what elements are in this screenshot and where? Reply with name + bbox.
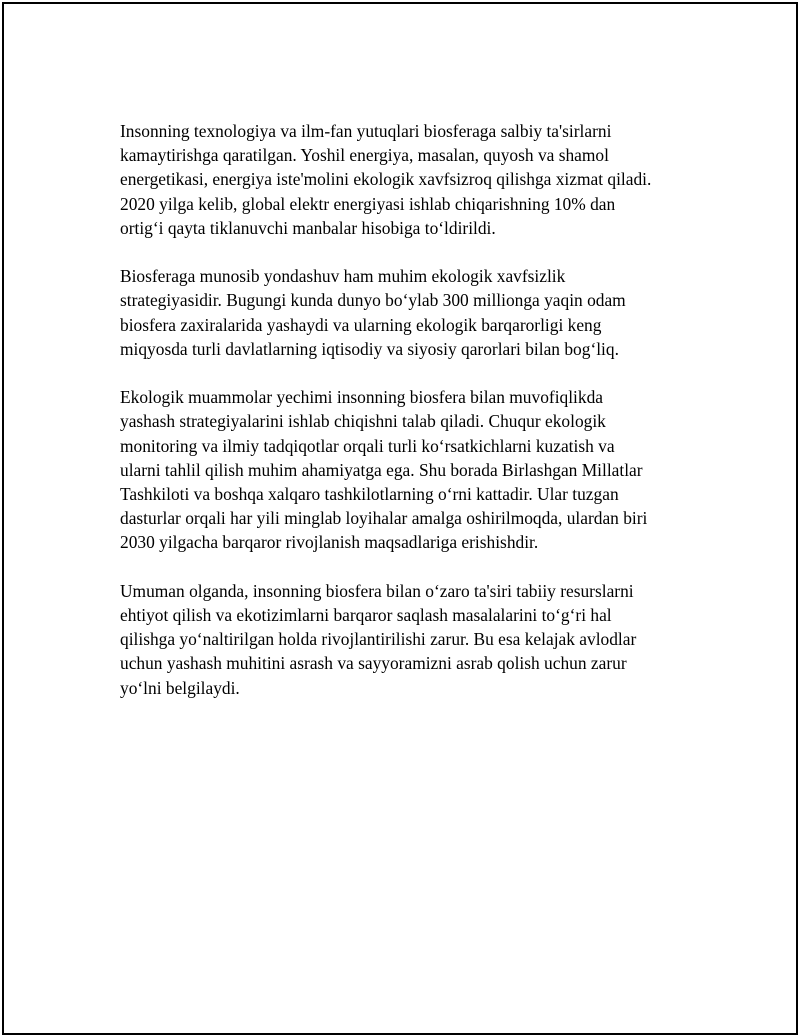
paragraph-1: Insonning texnologiya va ilm-fan yutuqlari biosferaga salbiy ta'sirlarni kamaytirishga qaratilgan. Yoshil energiya, masalan, quyosh va shamol energetikasi, energiya iste'molini ekologik xavfsizroq qilishga xizmat qiladi. 2020 yilga kelib, global elektr energiyasi ishlab chiqarishning 10% dan ortig‘i qayta tiklanuvchi manbalar hisobiga to‘ldirildi. <box>120 121 652 238</box>
paragraph-4: Umuman olganda, insonning biosfera bilan o‘zaro ta'siri tabiiy resurslarni ehtiyot qilish va ekotizimlarni barqaror saqlash masalalarini to‘g‘ri hal qilishga yo‘naltirilgan holda rivojlantirilishi zarur. Bu esa kelajak avlodlar uchun yashash muhitini asrash va sayyoramizni asrab qolish uchun zarur yo‘lni belgilaydi. <box>120 580 637 698</box>
paragraph-3: Ekologik muammolar yechimi insonning biosfera bilan muvofiqlikda yashash strategiyalarini ishlab chiqishni talab qiladi. Chuqur ekologik monitoring va ilmiy tadqiqotlar orqali turli ko‘rsatkichlarni kuzatish va ularni tahlil qilish muhim ahamiyatga ega. Shu borada Birlashgan Millatlar Tashkiloti va boshqa xalqaro tashkilotlarning o‘rni kattadir. Ular tuzgan dasturlar orqali har yili minglab loyihalar amalga oshirilmoqda, ulardan biri 2030 yilgacha barqaror rivojlanish maqsadlariga erishishdir. <box>120 387 648 553</box>
paragraph-2: Biosferaga munosib yondashuv ham muhim ekologik xavfsizlik strategiyasidir. Bugungi kunda dunyo bo‘ylab 300 millionga yaqin odam biosfera zaxiralarida yashaydi va ularning ekologik barqarorligi keng miqyosda turli davlatlarning iqtisodiy va siyosiy qarorlari bilan bog‘liq. <box>120 266 626 359</box>
document-body <box>120 119 700 724</box>
page-frame <box>2 2 798 1035</box>
